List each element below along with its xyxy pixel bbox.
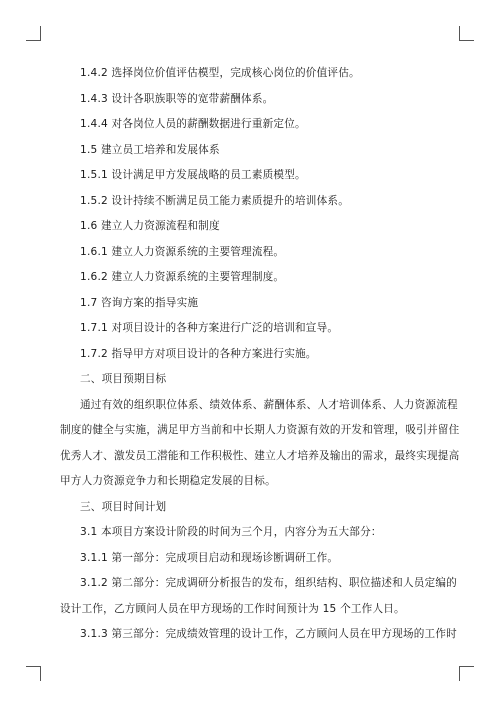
text-line: 1.4.3 设计各职族职等的宽带薪酬体系。: [80, 92, 274, 105]
text-line: 3.1.1 第一部分：完成项目启动和现场诊断调研工作。: [80, 551, 339, 564]
text-line: 1.4.2 选择岗位价值评估模型，完成核心岗位的价值评估。: [80, 67, 360, 79]
crop-mark-top-left: [26, 26, 41, 41]
chapter-heading: 三、项目时间计划: [80, 500, 167, 513]
goal-paragraph: [60, 398, 460, 489]
text-line: 1.6.2 建立人力资源系统的主要管理制度。: [80, 271, 285, 283]
text-line: 1.5.2 设计持续不断满足员工能力素质提升的培训体系。: [80, 194, 349, 207]
crop-mark-bottom-right: [459, 666, 474, 681]
plan-paragraph: [60, 576, 457, 616]
paragraph-line: 设计工作，乙方顾问人员在甲方现场的工作时间预计为 15 个工作人日。: [60, 602, 405, 615]
paragraph-line: 通过有效的组织职位体系、绩效体系、薪酬体系、人才培训体系、人力资源流程: [80, 398, 458, 411]
section-heading: 1.5 建立员工培养和发展体系: [80, 143, 220, 156]
chapter-heading: 二、项目预期目标: [80, 373, 167, 385]
text-line: 1.5.1 设计满足甲方发展战略的员工素质模型。: [80, 169, 306, 181]
paragraph-line: 优秀人才、激发员工潜能和工作积极性、建立人才培养及输出的需求，最终实现提高: [60, 449, 460, 462]
text-line: 1.4.4 对各岗位人员的薪酬数据进行重新定位。: [80, 118, 306, 130]
text-line: 1.6.1 建立人力资源系统的主要管理流程。: [80, 245, 285, 258]
section-heading: 1.7 咨询方案的指导实施: [80, 296, 199, 309]
crop-mark-top-right: [459, 26, 474, 41]
paragraph-line: 制度的健全与实施，满足甲方当前和中长期人力资源有效的开发和管理，吸引并留住: [60, 424, 460, 436]
text-line: 1.7.2 指导甲方对项目设计的各种方案进行实施。: [80, 347, 317, 360]
text-line: 3.1.3 第三部分：完成绩效管理的设计工作，乙方顾问人员在甲方现场的工作时: [80, 628, 457, 640]
text-line: 3.1 本项目方案设计阶段的时间为三个月，内容分为五大部分：: [80, 526, 382, 538]
text-line: 1.7.1 对项目设计的各种方案进行广泛的培训和宣导。: [80, 322, 339, 334]
paragraph-line: 3.1.2 第二部分：完成调研分析报告的发布，组织结构、职位描述和人员定编的: [80, 577, 457, 589]
document-body: [60, 66, 460, 653]
crop-mark-bottom-left: [26, 666, 41, 681]
paragraph-line: 甲方人力资源竞争力和长期稳定发展的目标。: [60, 475, 276, 487]
section-heading: 1.6 建立人力资源流程和制度: [80, 220, 220, 232]
